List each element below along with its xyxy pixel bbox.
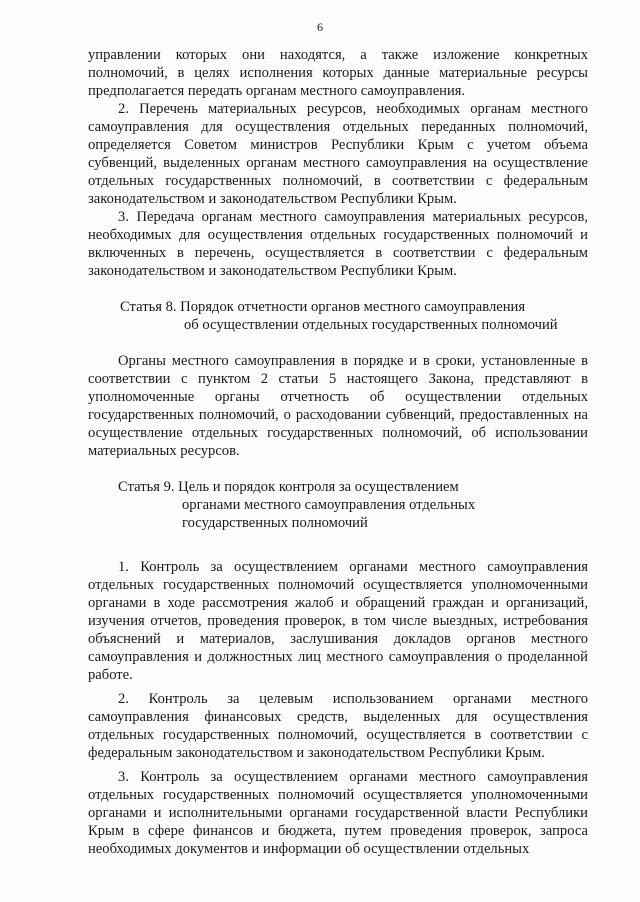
article-8-heading	[88, 298, 588, 334]
paragraph-7-2: 2. Перечень материальных ресурсов, необходимых органам местного самоуправления для осуществления отдельных переданных полномочий, определяется Советом министров Республики Крым с учетом объема субвенций, выделенных органам местного самоуправления на осуществление отдельных государственных полномочий, в соответствии с федеральным законодательством и законодательством Республики Крым.	[88, 101, 588, 207]
article-9-heading-line-1: Статья 9. Цель и порядок контроля за осуществлением	[118, 479, 459, 495]
paragraph-8: Органы местного самоуправления в порядке и в сроки, установленные в соответствии с пунктом 2 статьи 5 настоящего Закона, представляют в уполномоченные органы отчетность об осуществлении отдельных государственных полномочий, о расходовании субвенций, предоставленных на осуществление отдельных государственных полномочий, об использовании материальных ресурсов.	[88, 353, 588, 459]
article-8-heading-line-2: об осуществлении отдельных государственных полномочий	[184, 317, 558, 333]
article-9-heading-line-3: государственных полномочий	[182, 515, 368, 531]
paragraph-9-1: 1. Контроль за осуществлением органами местного самоуправления отдельных государственных полномочий осуществляется уполномоченными органами в ходе рассмотрения жалоб и обращений граждан и организаций, изучения отчетов, проведения проверок, в том числе выездных, истребования объяснений и материалов, заслушивания докладов органов местного самоуправления и должностных лиц местного самоуправления о проделанной работе.	[88, 559, 588, 683]
paragraph-9-2: 2. Контроль за целевым использованием органами местного самоуправления финансовых средств, выделенных для осуществления отдельных государственных полномочий, осуществляется в соответствии с федеральным законодательством и законодательством Республики Крым.	[88, 691, 588, 761]
article-9-heading-line-2: органами местного самоуправления отдельных	[182, 497, 476, 513]
document-body	[88, 46, 588, 858]
article-8-heading-line-1: Статья 8. Порядок отчетности органов местного самоуправления	[120, 299, 526, 315]
paragraph-9-3: 3. Контроль за осуществлением органами местного самоуправления отдельных государственных полномочий осуществляется уполномоченными органами и исполнительными органами государственной власти Республики Крым в сфере финансов и бюджета, путем проведения проверок, запроса необходимых документов и информации об осуществлении отдельных	[88, 769, 588, 857]
article-9-heading	[88, 478, 588, 532]
paragraph-continuation: управлении которых они находятся, а также изложение конкретных полномочий, в целях исполнения которых данные материальные ресурсы предполагается передать органам местного самоуправления.	[88, 47, 588, 99]
paragraph-7-3: 3. Передача органам местного самоуправления материальных ресурсов, необходимых для осуществления отдельных государственных полномочий и включенных в перечень, осуществляется в соответствии с федеральным законодательством и законодательством Республики Крым.	[88, 209, 588, 279]
page-number: 6	[317, 20, 323, 34]
